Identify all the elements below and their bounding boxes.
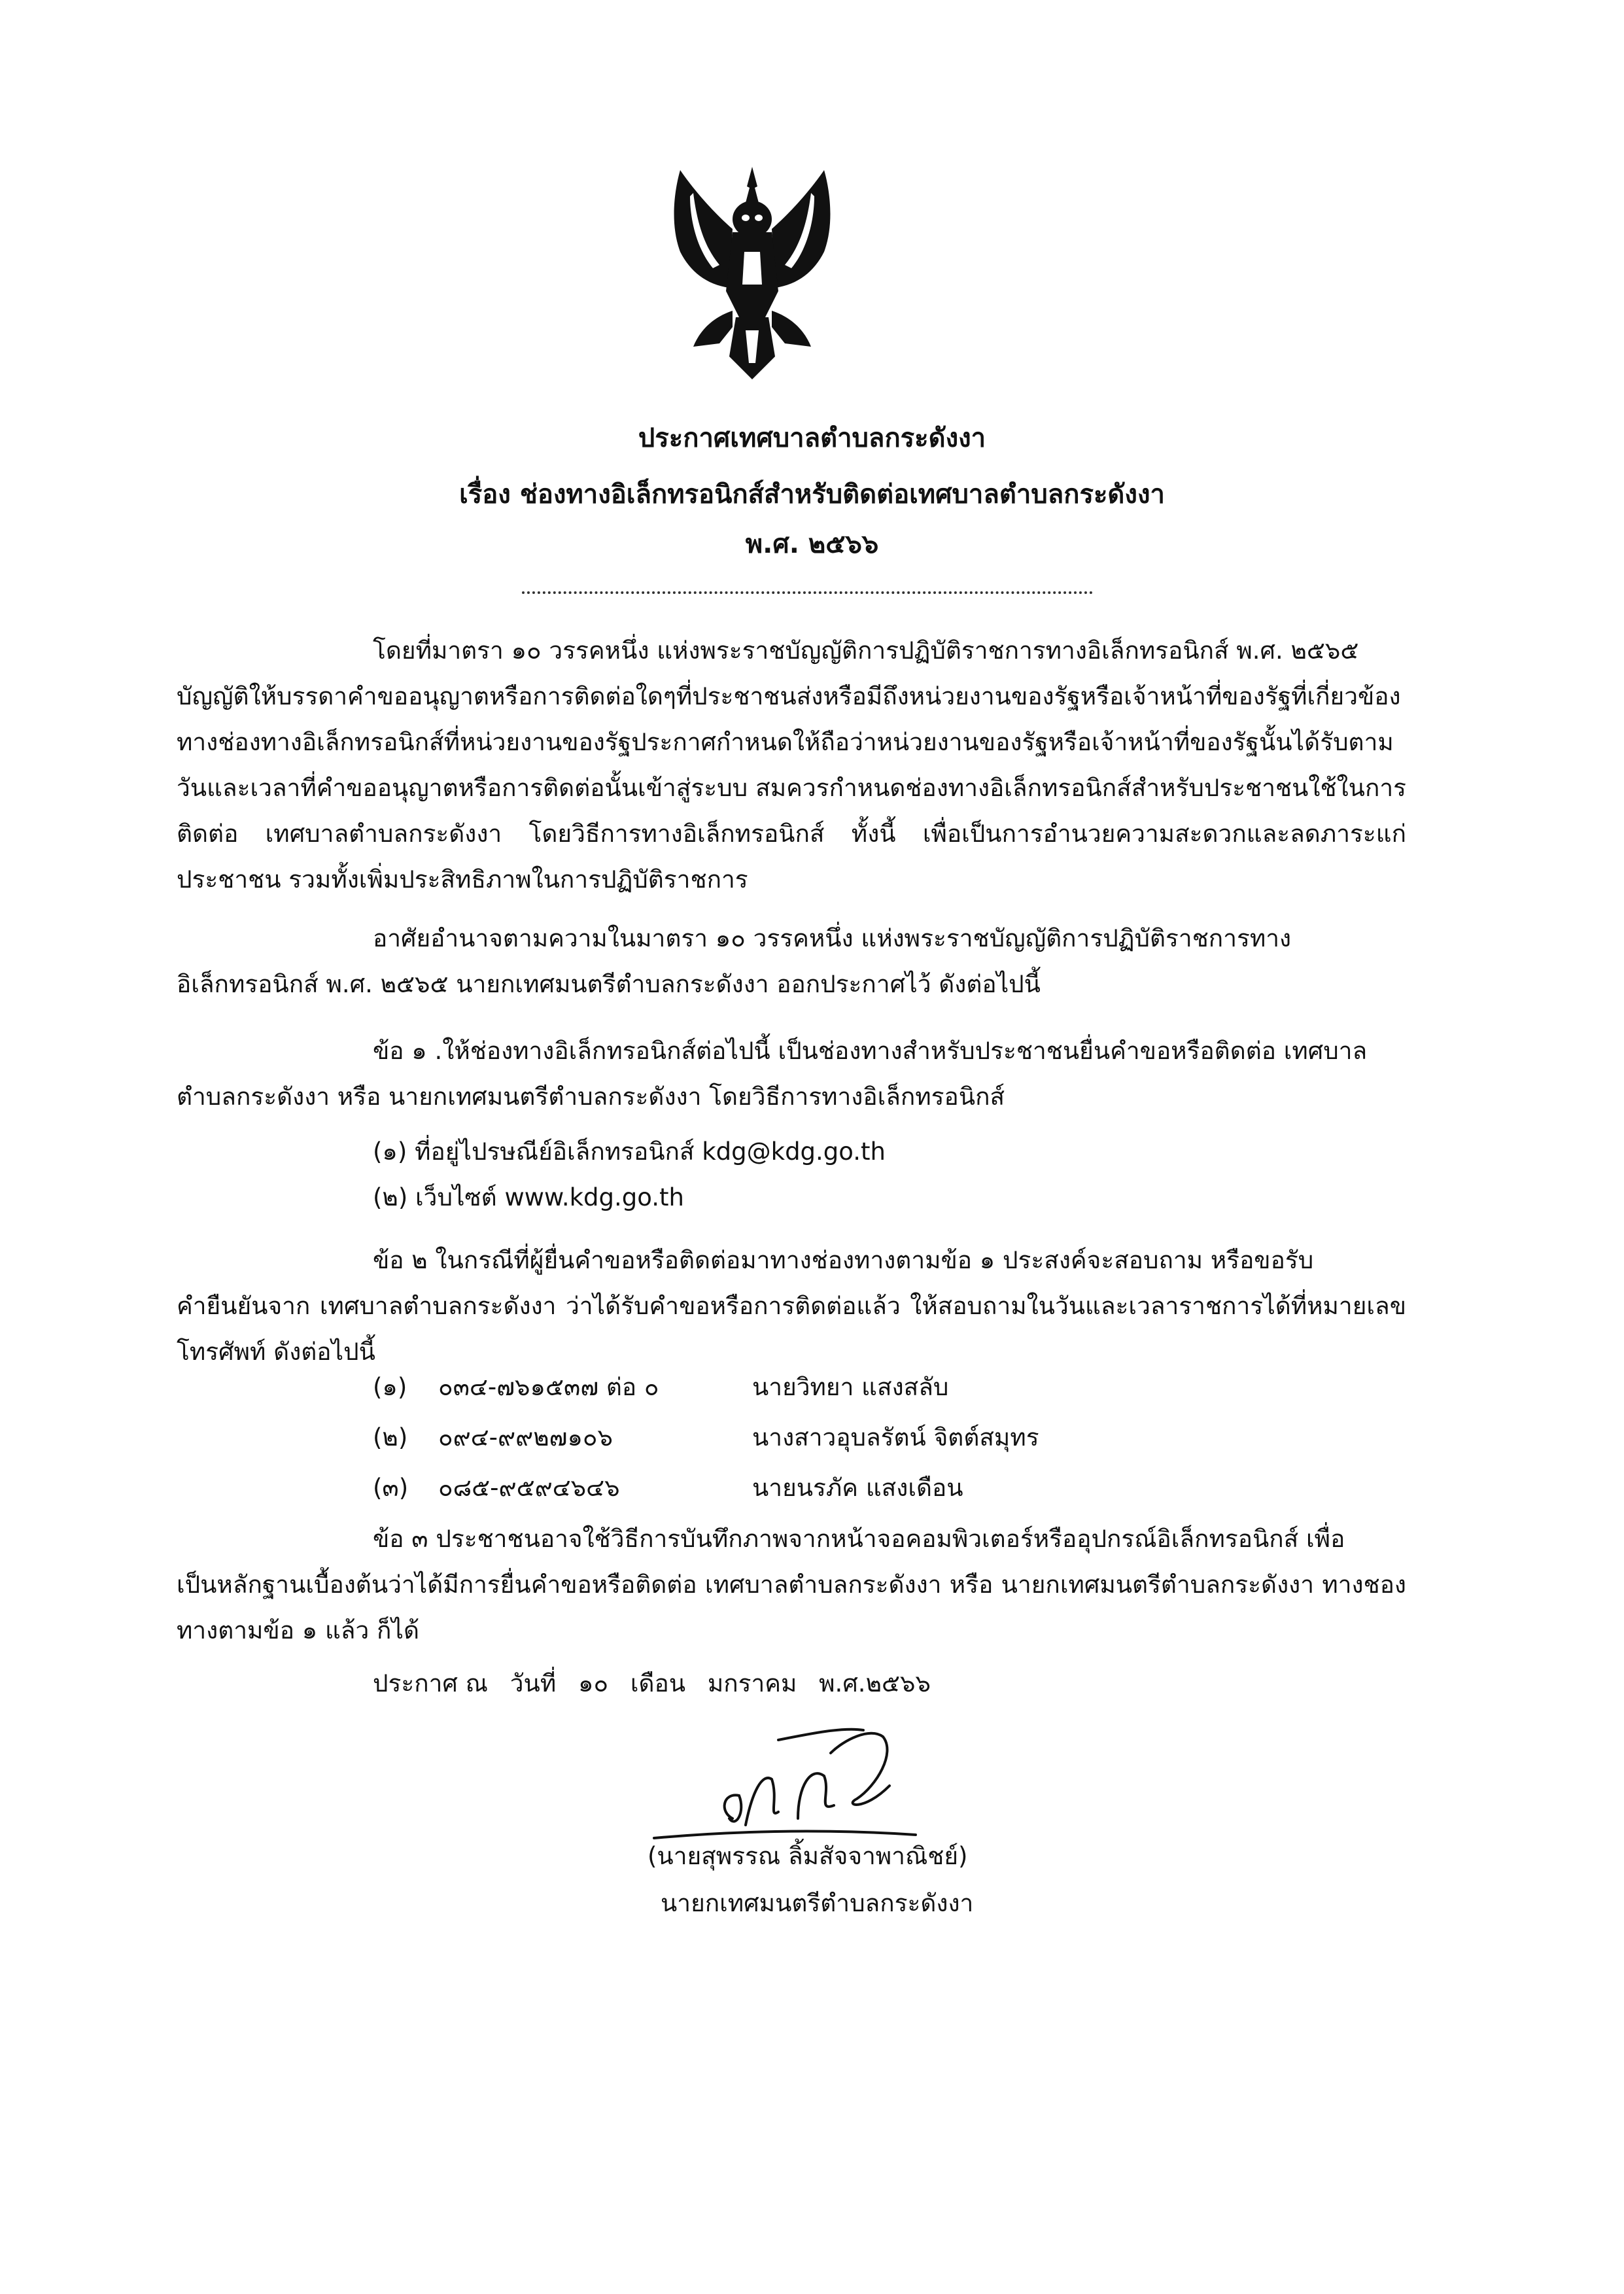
paragraph-preamble xyxy=(177,628,1406,903)
paragraph-first-line: อาศัยอำนาจตามความในมาตรา ๑๐ วรรคหนึ่ง แห่งพระราชบัญญัติการปฏิบัติราชการทาง xyxy=(373,924,1292,952)
paragraph-text: คำยืนยันจาก เทศบาลตำบลกระดังงา ว่าได้รับคำขอหรือการติดต่อแล้ว ให้สอบถามในวันและเวลาราชการได้ที่หมายเลขโทรศัพท์ ดังต่อไปนี้ xyxy=(177,1292,1406,1366)
phone-index: (๑) xyxy=(373,1373,407,1401)
signer-name: (นายสุพรรณ ลิ้มสัจจาพาณิชย์) xyxy=(648,1842,968,1870)
phone-contact-1 xyxy=(373,1367,948,1408)
year-value: พ.ศ.๒๕๖๖ xyxy=(819,1669,931,1697)
paragraph-first-line: ข้อ ๑ .ให้ช่องทางอิเล็กทรอนิกส์ต่อไปนี้ เป็นช่องทางสำหรับประชาชนยื่นคำขอหรือติดต่อ เทศบาล xyxy=(373,1037,1368,1065)
paragraph-text: บัญญัติให้บรรดาคำขออนุญาตหรือการติดต่อใดๆที่ประชาชนส่งหรือมีถึงหน่วยงานของรัฐหรือเจ้าหน้าที่ของรัฐที่เกี่ยวข้องทางช่องทางอิเล็กทรอนิกส์ที่หน่วยงานของรัฐประกาศกำหนดให้ถือว่าหน่วยงานของรัฐหรือเจ้าหน้าที่ของรัฐนั้นได้รับตามวันและเวลาที่คำขออนุญาตหรือการติดต่อนั้นเข้าสู่ระบบ สมควรกำหนดช่องทางอิเล็กทรอนิกส์สำหรับประชาชนใช้ในการติดต่อ เทศบาลตำบลกระดังงา โดยวิธีการทางอิเล็กทรอนิกส์ ทั้งนี้ เพื่อเป็นการอำนวยความสะดวกและลดภาระแก่ประชาชน รวมทั้งเพิ่มประสิทธิภาพในการปฏิบัติราชการ xyxy=(177,682,1406,894)
day-value: ๑๐ xyxy=(578,1669,609,1697)
contact-name: นายนรภัค แสงเดือน xyxy=(752,1474,963,1502)
day-label: วันที่ xyxy=(510,1669,557,1697)
garuda-emblem xyxy=(667,167,837,383)
contact-name: นายวิทยา แสงสลับ xyxy=(752,1373,949,1401)
paragraph-text: อิเล็กทรอนิกส์ พ.ศ. ๒๕๖๕ นายกเทศมนตรีตำบลกระดังงา ออกประกาศไว้ ดังต่อไปนี้ xyxy=(177,970,1041,998)
paragraph-authority xyxy=(177,916,1406,1007)
title-line-3: พ.ศ. ๒๕๖๖ xyxy=(745,529,879,559)
phone-number: ๐๙๔-๙๙๒๗๑๐๖ xyxy=(438,1423,613,1451)
phone-contact-2 xyxy=(373,1417,1039,1458)
announce-label: ประกาศ ณ xyxy=(373,1669,488,1697)
channel-website: (๒) เว็บไซต์ www.kdg.go.th xyxy=(373,1183,684,1211)
signer-title: นายกเทศมนตรีตำบลกระดังงา xyxy=(661,1889,974,1917)
paragraph-text: เป็นหลักฐานเบื้องต้นว่าได้มีการยื่นคำขอหรือติดต่อ เทศบาลตำบลกระดังงา หรือ นายกเทศมนตรีตำบลกระดังงา ทางชองทางตามข้อ ๑ แล้ว ก็ได้ xyxy=(177,1571,1406,1644)
month-label: เดือน xyxy=(630,1669,686,1697)
phone-number: ๐๘๕-๙๕๙๔๖๔๖ xyxy=(438,1474,620,1502)
phone-contact-3 xyxy=(373,1468,963,1508)
paragraph-text: ตำบลกระดังงา หรือ นายกเทศมนตรีตำบลกระดังงา โดยวิธีการทางอิเล็กทรอนิกส์ xyxy=(177,1083,1005,1111)
paragraph-clause-3 xyxy=(177,1516,1406,1654)
paragraph-first-line: ข้อ ๓ ประชาชนอาจใช้วิธีการบันทึกภาพจากหน้าจอคอมพิวเตอร์หรืออุปกรณ์อิเล็กทรอนิกส์ เพื่อ xyxy=(373,1525,1345,1553)
title-line-2: เรื่อง ช่องทางอิเล็กทรอนิกส์สำหรับติดต่อเทศบาลตำบลกระดังงา xyxy=(459,479,1165,510)
title-line-1: ประกาศเทศบาลตำบลกระดังงา xyxy=(638,423,986,453)
channel-email: (๑) ที่อยู่ไปรษณีย์อิเล็กทรอนิกส์ kdg@kdg.go.th xyxy=(373,1138,886,1166)
handwritten-signature xyxy=(648,1714,955,1845)
month-value: มกราคม xyxy=(707,1669,797,1697)
paragraph-clause-2 xyxy=(177,1238,1406,1375)
contact-name: นางสาวอุบลรัตน์ จิตต์สมุทร xyxy=(752,1423,1039,1451)
paragraph-first-line: ข้อ ๒ ในกรณีที่ผู้ยื่นคำขอหรือติดต่อมาทางช่องทางตามข้อ ๑ ประสงค์จะสอบถาม หรือขอรับ xyxy=(373,1246,1314,1274)
phone-index: (๒) xyxy=(373,1423,408,1451)
phone-index: (๓) xyxy=(373,1474,409,1502)
announcement-date xyxy=(373,1664,945,1703)
paragraph-first-line: โดยที่มาตรา ๑๐ วรรคหนึ่ง แห่งพระราชบัญญัติการปฏิบัติราชการทางอิเล็กทรอนิกส์ พ.ศ. ๒๕๖๕ xyxy=(373,636,1359,665)
paragraph-clause-1 xyxy=(177,1028,1406,1120)
phone-number: ๐๓๔-๗๖๑๕๓๗ ต่อ ๐ xyxy=(438,1373,659,1401)
dotted-divider xyxy=(522,591,1093,594)
